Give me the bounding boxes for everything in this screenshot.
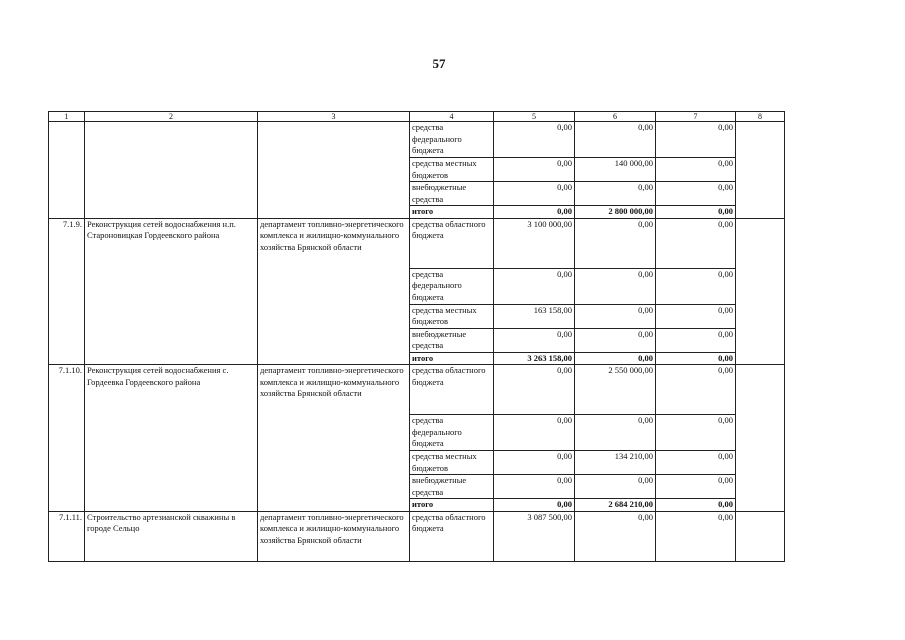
value-cell: 0,00 [656, 415, 736, 451]
name-cell [85, 122, 258, 219]
source-cell: итого [410, 499, 494, 512]
empty-cell [736, 511, 785, 561]
code-cell: 7.1.11. [49, 511, 85, 561]
value-cell: 0,00 [575, 475, 656, 499]
code-cell [49, 122, 85, 219]
value-cell: 0,00 [494, 415, 575, 451]
value-cell: 0,00 [656, 122, 736, 158]
source-cell: средства местных бюджетов [410, 304, 494, 328]
code-cell: 7.1.9. [49, 218, 85, 365]
value-cell: 0,00 [494, 475, 575, 499]
value-cell: 3 087 500,00 [494, 511, 575, 561]
budget-table [48, 111, 785, 562]
source-cell: итого [410, 352, 494, 365]
executor-cell: департамент топливно-энергетического комплекса и жилищно-коммунального хозяйства Брянской области [258, 365, 410, 512]
value-cell: 163 158,00 [494, 304, 575, 328]
value-cell: 0,00 [575, 268, 656, 304]
value-cell: 0,00 [494, 268, 575, 304]
header-cell: 3 [258, 112, 410, 122]
value-cell: 134 210,00 [575, 451, 656, 475]
source-cell: средства местных бюджетов [410, 158, 494, 182]
value-cell: 0,00 [575, 415, 656, 451]
value-cell: 0,00 [656, 511, 736, 561]
table-row [49, 365, 785, 415]
value-cell: 0,00 [656, 499, 736, 512]
value-cell: 0,00 [494, 182, 575, 206]
value-cell: 2 550 000,00 [575, 365, 656, 415]
header-cell: 2 [85, 112, 258, 122]
source-cell: средства областного бюджета [410, 365, 494, 415]
value-cell: 0,00 [575, 304, 656, 328]
table-row [49, 218, 785, 268]
empty-cell [736, 365, 785, 512]
executor-cell: департамент топливно-энергетического комплекса и жилищно-коммунального хозяйства Брянской области [258, 218, 410, 365]
source-cell: средства федерального бюджета [410, 268, 494, 304]
page-number: 57 [432, 56, 446, 71]
source-cell: средства областного бюджета [410, 511, 494, 561]
value-cell: 3 100 000,00 [494, 218, 575, 268]
table-row [49, 122, 785, 158]
value-cell: 0,00 [656, 182, 736, 206]
value-cell: 0,00 [494, 451, 575, 475]
empty-cell [736, 122, 785, 219]
source-cell: итого [410, 206, 494, 219]
value-cell: 0,00 [575, 511, 656, 561]
value-cell: 2 800 000,00 [575, 206, 656, 219]
header-cell: 8 [736, 112, 785, 122]
value-cell: 0,00 [656, 218, 736, 268]
value-cell: 0,00 [575, 218, 656, 268]
value-cell: 0,00 [656, 206, 736, 219]
source-cell: внебюджетные средства [410, 182, 494, 206]
value-cell: 0,00 [656, 268, 736, 304]
name-cell: Реконструкция сетей водоснабжения с. Гордеевка Гордеевского района [85, 365, 258, 512]
source-cell: внебюджетные средства [410, 328, 494, 352]
value-cell: 0,00 [494, 499, 575, 512]
value-cell: 0,00 [494, 158, 575, 182]
name-cell: Строительство артезианской скважины в городе Сельцо [85, 511, 258, 561]
header-cell: 1 [49, 112, 85, 122]
name-cell: Реконструкция сетей водоснабжения н.п. Староновицкая Гордеевского района [85, 218, 258, 365]
code-cell: 7.1.10. [49, 365, 85, 512]
header-cell: 6 [575, 112, 656, 122]
source-cell: средства областного бюджета [410, 218, 494, 268]
empty-cell [736, 218, 785, 365]
value-cell: 0,00 [494, 365, 575, 415]
value-cell: 0,00 [575, 328, 656, 352]
value-cell: 0,00 [575, 122, 656, 158]
value-cell: 140 000,00 [575, 158, 656, 182]
header-cell: 7 [656, 112, 736, 122]
executor-cell [258, 122, 410, 219]
value-cell: 0,00 [656, 475, 736, 499]
value-cell: 3 263 158,00 [494, 352, 575, 365]
value-cell: 0,00 [494, 206, 575, 219]
value-cell: 0,00 [494, 328, 575, 352]
source-cell: средства местных бюджетов [410, 451, 494, 475]
value-cell: 0,00 [494, 122, 575, 158]
source-cell: внебюджетные средства [410, 475, 494, 499]
header-cell: 4 [410, 112, 494, 122]
table-row [49, 511, 785, 561]
header-row [49, 112, 785, 122]
value-cell: 0,00 [656, 328, 736, 352]
value-cell: 0,00 [575, 352, 656, 365]
source-cell: средства федерального бюджета [410, 415, 494, 451]
header-cell: 5 [494, 112, 575, 122]
value-cell: 0,00 [656, 158, 736, 182]
value-cell: 0,00 [656, 352, 736, 365]
value-cell: 0,00 [575, 182, 656, 206]
value-cell: 0,00 [656, 365, 736, 415]
value-cell: 0,00 [656, 304, 736, 328]
value-cell: 2 684 210,00 [575, 499, 656, 512]
value-cell: 0,00 [656, 451, 736, 475]
executor-cell: департамент топливно-энергетического комплекса и жилищно-коммунального хозяйства Брянской области [258, 511, 410, 561]
source-cell: средства федерального бюджета [410, 122, 494, 158]
